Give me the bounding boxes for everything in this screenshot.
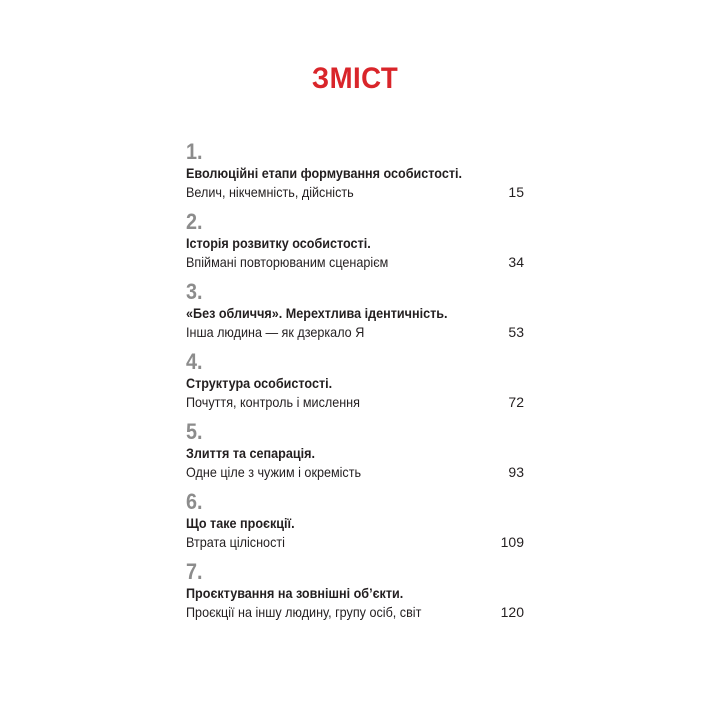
chapter-subtitle: Одне ціле з чужим і окремість: [186, 464, 362, 480]
chapter-title: «Без обличчя». Мерехтлива ідентичність.: [186, 305, 448, 321]
chapter-row: [186, 322, 524, 342]
page-number: 109: [500, 534, 524, 550]
chapter-subtitle: Велич, нікчемність, дійсність: [186, 184, 354, 200]
page-number: 53: [508, 324, 524, 340]
toc-entry-5: [186, 420, 524, 490]
chapter-row: [186, 182, 524, 202]
chapter-row: [186, 462, 524, 482]
chapter-subtitle: Почуття, контроль і мислення: [186, 394, 360, 410]
chapter-number: 2.: [186, 209, 203, 234]
chapter-subtitle: Інша людина — як дзеркало Я: [186, 324, 365, 340]
toc-entry-1: [186, 140, 524, 210]
chapter-row: [186, 602, 524, 622]
chapter-number: 6.: [186, 489, 203, 514]
toc-entry-3: [186, 280, 524, 350]
chapter-number: 5.: [186, 419, 203, 444]
page-number: 34: [508, 254, 524, 270]
chapter-number: 7.: [186, 559, 203, 584]
chapter-title: Проєктування на зовнішні об’єкти.: [186, 585, 404, 601]
page-number: 120: [500, 604, 524, 620]
chapter-title: Злиття та сепарація.: [186, 445, 315, 461]
chapter-row: [186, 532, 524, 552]
page-number: 93: [508, 464, 524, 480]
chapter-title: Що таке проєкції.: [186, 515, 295, 531]
toc-entry-6: [186, 490, 524, 560]
chapter-subtitle: Впіймані повторюваним сценарієм: [186, 254, 389, 270]
chapter-number: 3.: [186, 279, 203, 304]
page-number: 15: [508, 184, 524, 200]
chapter-number: 1.: [186, 139, 203, 164]
toc-entry-7: [186, 560, 524, 630]
chapter-row: [186, 252, 524, 272]
chapter-subtitle: Втрата цілісності: [186, 534, 285, 550]
toc-entry-2: [186, 210, 524, 280]
chapter-title: Структура особистості.: [186, 375, 333, 391]
chapter-row: [186, 392, 524, 412]
chapter-number: 4.: [186, 349, 203, 374]
chapter-subtitle: Проєкції на іншу людину, групу осіб, світ: [186, 604, 422, 620]
toc-entry-4: [186, 350, 524, 420]
page-number: 72: [508, 394, 524, 410]
page-title: ЗМІСТ: [311, 62, 399, 95]
table-of-contents: [186, 140, 524, 630]
chapter-title: Історія розвитку особистості.: [186, 235, 371, 251]
chapter-title: Еволюційні етапи формування особистості.: [186, 165, 463, 181]
